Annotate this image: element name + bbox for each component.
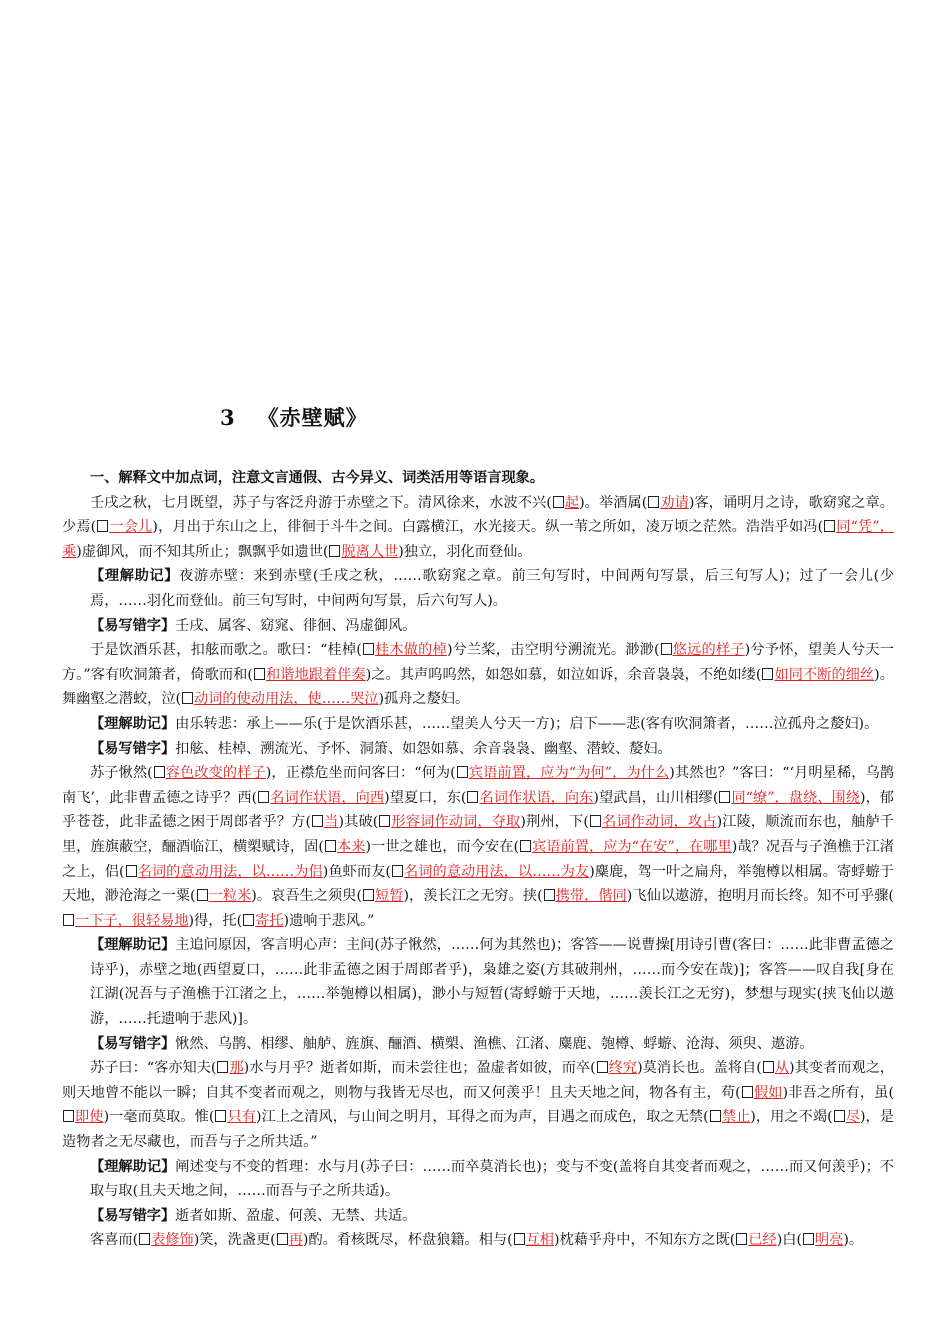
paragraph-2 bbox=[62, 638, 894, 712]
note-tag: 【理解助记】 bbox=[90, 937, 176, 954]
text-run: 苏子愀然( bbox=[90, 765, 153, 782]
typo-note-3 bbox=[62, 1032, 894, 1057]
text-run: )鱼虾而友( bbox=[322, 863, 391, 880]
note-tag: 【易写错字】 bbox=[90, 1207, 176, 1224]
text-run: )，郁乎苍苍，此非孟德之困于周郎者乎？方( bbox=[62, 789, 894, 831]
paragraph-1 bbox=[62, 491, 894, 565]
text-run: )非吾之所有，虽( bbox=[782, 1084, 894, 1101]
text-run: )莫消长也。盖将自( bbox=[637, 1060, 762, 1077]
text-run: )望武昌，山川相缪( bbox=[593, 789, 719, 806]
answer: 容色改变的样子 bbox=[165, 765, 266, 782]
answer-box bbox=[243, 914, 254, 926]
text-run: )，羡长江之无穷。挟( bbox=[403, 888, 543, 905]
note-tag: 【易写错字】 bbox=[90, 740, 176, 757]
text-run: )一毫而莫取。惟( bbox=[103, 1109, 215, 1126]
understanding-note-2 bbox=[62, 712, 894, 737]
answer-box bbox=[63, 914, 74, 926]
text-run: )其变者而观之，则天地曾不能以一瞬；自其不变者而观之，则物与我皆无尽也，而又何羡乎！且夫天地之间，物各有主，苟( bbox=[62, 1060, 894, 1101]
text-run: )。哀吾生之须臾( bbox=[251, 888, 362, 905]
text-run: )兮兰桨，击空明兮溯流光。渺渺( bbox=[446, 642, 660, 659]
text-run: )。举酒属( bbox=[579, 494, 648, 511]
answer: 即使 bbox=[75, 1109, 104, 1126]
answer-box bbox=[834, 1110, 845, 1122]
text-run: )遗响于悲风。” bbox=[283, 912, 375, 929]
answer-box bbox=[710, 1110, 721, 1122]
answer: 一下子，很轻易地 bbox=[75, 912, 189, 929]
text-run: )哉？况吾与子渔樵于江渚之上，侣( bbox=[62, 838, 894, 880]
answer-box bbox=[197, 889, 208, 901]
answer-box bbox=[514, 1233, 525, 1245]
answer-box bbox=[254, 668, 265, 680]
text-run: 客喜而( bbox=[90, 1232, 139, 1249]
paragraph-3 bbox=[62, 761, 894, 933]
answer-box bbox=[329, 545, 340, 557]
typo-note-1 bbox=[62, 614, 894, 639]
answer: 已经 bbox=[748, 1232, 777, 1249]
title-number: 3 bbox=[220, 405, 236, 430]
exercise-content bbox=[62, 466, 894, 1253]
text-run: )江陵，顺流而东也，舳舻千里，旌旗蔽空，酾酒临江，横槊赋诗，固( bbox=[62, 814, 894, 855]
paragraph-4 bbox=[62, 1056, 894, 1154]
text-run: )，是造物者之无尽藏也，而吾与子之所共适。” bbox=[62, 1109, 894, 1151]
text-run: )一世之雄也，而今安在( bbox=[365, 838, 519, 855]
paragraph-5 bbox=[62, 1228, 894, 1253]
text-run: )其破( bbox=[338, 814, 379, 831]
answer: 禁止 bbox=[721, 1109, 751, 1126]
answer: 一会儿 bbox=[109, 519, 153, 536]
answer: 动词的使动用法，使……哭泣 bbox=[194, 691, 379, 708]
answer: 悠远的样子 bbox=[672, 642, 745, 659]
answer: 脱离人世 bbox=[341, 543, 399, 560]
instruction: 一、解释文中加点词，注意文言通假、古今异义、词类活用等语言现象。 bbox=[90, 470, 545, 486]
text-run: )得，托( bbox=[188, 912, 243, 929]
answer: 名词作状语，向东 bbox=[479, 789, 594, 806]
answer: 表修饰 bbox=[151, 1232, 194, 1249]
answer-box bbox=[154, 766, 165, 778]
answer: 名词的意动用法，以……为侣 bbox=[137, 863, 323, 880]
answer-box bbox=[363, 643, 374, 655]
note-tag: 【易写错字】 bbox=[90, 1035, 176, 1052]
answer-box bbox=[553, 496, 564, 508]
answer-box bbox=[182, 692, 193, 704]
answer-box bbox=[312, 815, 323, 827]
answer: 名词作动词，攻占 bbox=[601, 814, 717, 831]
text-run: )荆州，下( bbox=[520, 814, 589, 831]
note-text: 阐述变与不变的哲理：水与月(苏子曰：……而卒莫消长也)；变与不变(盖将自其变者而观之，……而又何羡乎)；不取与取(且夫天地之间，……而吾与子之所共适)。 bbox=[90, 1158, 894, 1200]
text-run: )，月出于东山之上，徘徊于斗牛之间。白露横江，水光接天。纵一苇之所如，凌万顷之茫然。浩浩乎如冯( bbox=[152, 519, 824, 536]
answer-box bbox=[467, 791, 478, 803]
answer: 当 bbox=[324, 814, 339, 831]
note-text: 愀然、乌鹊、相缪、舳舻、旌旗、酾酒、横槊、渔樵、江渚、麋鹿、匏樽、蜉蝣、沧海、须臾、遨游。 bbox=[175, 1035, 814, 1052]
answer-box bbox=[719, 791, 730, 803]
answer-box bbox=[824, 520, 835, 532]
answer: 如同不断的细丝 bbox=[774, 666, 875, 683]
note-text: 壬戌、属客、窈窕、徘徊、冯虚御风。 bbox=[175, 617, 417, 634]
answer: 明亮 bbox=[814, 1232, 844, 1249]
answer: 终究 bbox=[608, 1060, 638, 1077]
text-run: )飞仙以遨游，抱明月而长终。知不可乎骤( bbox=[626, 888, 894, 905]
answer: 短暂 bbox=[374, 888, 404, 905]
text-run: 于是饮酒乐甚，扣舷而歌之。歌曰：“桂棹( bbox=[90, 642, 362, 659]
text-run: )江上之清风，与山间之明月，耳得之而为声，目遇之而成色，取之无禁( bbox=[255, 1109, 709, 1126]
title-text: 《赤壁赋》 bbox=[257, 405, 368, 430]
text-run: 苏子曰：“客亦知夫( bbox=[90, 1060, 217, 1077]
answer: 桂木做的棹 bbox=[374, 642, 447, 659]
text-run: )麋鹿，驾一叶之扁舟，举匏樽以相属。寄蜉蝣于天地，渺沧海之一粟( bbox=[62, 863, 894, 905]
answer: 名词作状语，向西 bbox=[270, 789, 385, 806]
text-run: )。 bbox=[843, 1232, 864, 1249]
answer: 名词的意动用法，以……为友 bbox=[403, 863, 590, 880]
answer-box bbox=[277, 1233, 288, 1245]
answer: 和谐地跟着伴奏 bbox=[265, 666, 366, 683]
understanding-note-1 bbox=[62, 564, 894, 613]
text-run: )客，诵明月之诗，歌窈窕之章。少焉( bbox=[62, 494, 894, 536]
answer: 一粒米 bbox=[208, 888, 252, 905]
answer-box bbox=[661, 643, 672, 655]
text-run: )望夏口，东( bbox=[384, 789, 467, 806]
text-run: )孤舟之嫠妇。 bbox=[378, 691, 470, 708]
note-text: 夜游赤壁：来到赤壁(壬戌之秋，……歌窈窕之章。前三句写时，中间两句写景，后三句写人)；过了一会儿(少焉，……羽化而登仙。前三句写时，中间两句写景，后六句写人)。 bbox=[90, 568, 894, 609]
text-run: )之。其声呜呜然，如怨如慕，如泣如诉，余音袅袅，不绝如缕( bbox=[365, 666, 762, 683]
page-title bbox=[220, 402, 368, 432]
answer-box bbox=[126, 865, 137, 877]
text-run: )笑，洗盏更( bbox=[193, 1232, 276, 1249]
typo-note-2 bbox=[62, 737, 894, 762]
typo-note-4 bbox=[62, 1204, 894, 1229]
answer: 再 bbox=[288, 1232, 303, 1249]
answer-box bbox=[762, 668, 773, 680]
answer-box bbox=[457, 766, 468, 778]
note-tag: 【理解助记】 bbox=[90, 568, 180, 585]
text-run: )白( bbox=[776, 1232, 802, 1249]
text-run: )兮予怀，望美人兮天一方。”客有吹洞箫者，倚歌而和( bbox=[62, 642, 894, 683]
understanding-note-4 bbox=[62, 1155, 894, 1204]
answer-box bbox=[763, 1061, 774, 1073]
answer: 从 bbox=[774, 1060, 790, 1077]
answer: 宾语前置，应为“为何”，为什么 bbox=[468, 765, 670, 782]
note-tag: 【理解助记】 bbox=[90, 715, 176, 732]
answer: 假如 bbox=[753, 1084, 783, 1101]
text-run: )。舞幽壑之潜蛟，泣( bbox=[62, 666, 894, 708]
answer-box bbox=[544, 889, 555, 901]
answer-box bbox=[97, 520, 108, 532]
answer-box bbox=[217, 1061, 228, 1073]
text-run: 壬戌之秋，七月既望，苏子与客泛舟游于赤壁之下。清风徐来，水波不兴( bbox=[90, 494, 552, 511]
text-run: )，正襟危坐而问客曰：“何为( bbox=[265, 765, 456, 782]
text-run: )酌。肴核既尽，杯盘狼籍。相与( bbox=[302, 1232, 513, 1249]
answer-box bbox=[520, 840, 531, 852]
text-run: )水与月乎？逝者如斯，而未尝往也；盈虚者如彼，而卒( bbox=[243, 1060, 596, 1077]
answer-box bbox=[258, 791, 269, 803]
text-run: )，用之不竭( bbox=[750, 1109, 833, 1126]
note-text: 逝者如斯、盈虚、何羡、无禁、共适。 bbox=[175, 1207, 417, 1224]
text-run: )枕藉乎舟中，不知东方之既( bbox=[554, 1232, 736, 1249]
answer: 那 bbox=[229, 1060, 244, 1077]
answer: 形容词作动词，夺取 bbox=[391, 814, 521, 831]
understanding-note-3 bbox=[62, 933, 894, 1031]
answer: 起 bbox=[564, 494, 580, 511]
answer: 劝请 bbox=[660, 494, 689, 511]
answer: 寄托 bbox=[255, 912, 284, 929]
answer-box bbox=[742, 1086, 753, 1098]
text-run: )独立，羽化而登仙。 bbox=[398, 543, 532, 560]
note-tag: 【理解助记】 bbox=[90, 1158, 176, 1175]
note-text: 由乐转悲：承上——乐(于是饮酒乐甚，……望美人兮天一方)；启下——悲(客有吹洞箫者，……泣孤舟之嫠妇)。 bbox=[175, 715, 879, 732]
answer: 尽 bbox=[845, 1109, 860, 1126]
answer-box bbox=[363, 889, 374, 901]
answer-box bbox=[215, 1110, 226, 1122]
answer: 本来 bbox=[336, 838, 366, 855]
answer: 宾语前置，应为“在安”，在哪里 bbox=[531, 838, 732, 855]
answer: 互相 bbox=[525, 1232, 554, 1249]
answer-box bbox=[139, 1233, 150, 1245]
answer-box bbox=[379, 815, 390, 827]
answer: 只有 bbox=[227, 1109, 256, 1126]
text-run: )虚御风，而不知其所止；飘飘乎如遗世( bbox=[76, 543, 329, 560]
answer: 携带，偕同 bbox=[555, 888, 627, 905]
answer: 同“凭”，乘 bbox=[62, 519, 894, 560]
answer: 同“缭”，盘绕、围绕 bbox=[731, 789, 860, 806]
answer-box bbox=[392, 865, 403, 877]
answer-box bbox=[590, 815, 601, 827]
answer-box bbox=[803, 1233, 814, 1245]
answer-box bbox=[597, 1061, 608, 1073]
answer-box bbox=[736, 1233, 747, 1245]
answer-box bbox=[648, 496, 659, 508]
note-text: 扣舷、桂棹、溯流光、予怀、洞箫、如怨如慕、余音袅袅、幽壑、潜蛟、嫠妇。 bbox=[175, 740, 672, 757]
text-run: )其然也？”客曰：“‘月明星稀，乌鹊南飞’，此非曹孟德之诗乎？西( bbox=[62, 765, 894, 806]
note-text: 主追问原因，客言明心声：主问(苏子愀然，……何为其然也)；客答——说曹操[用诗引曹(客曰：……此非曹孟德之诗乎)，赤壁之地(西望夏口，……此非孟德之困于周郎者乎)，枭雄之姿(方其破荆州，……而今安在哉)]；客答——叹自我[身在江湖(况吾与子渔樵于江渚之上，……举匏樽以相属)，渺小与短暂(寄蜉蝣于天地，……羡长江之无穷)，梦想与现实(挟飞仙以遨游，……托遗响于悲风)]。 bbox=[90, 937, 894, 1028]
answer-box bbox=[325, 840, 336, 852]
answer-box bbox=[63, 1110, 74, 1122]
note-tag: 【易写错字】 bbox=[90, 617, 176, 634]
